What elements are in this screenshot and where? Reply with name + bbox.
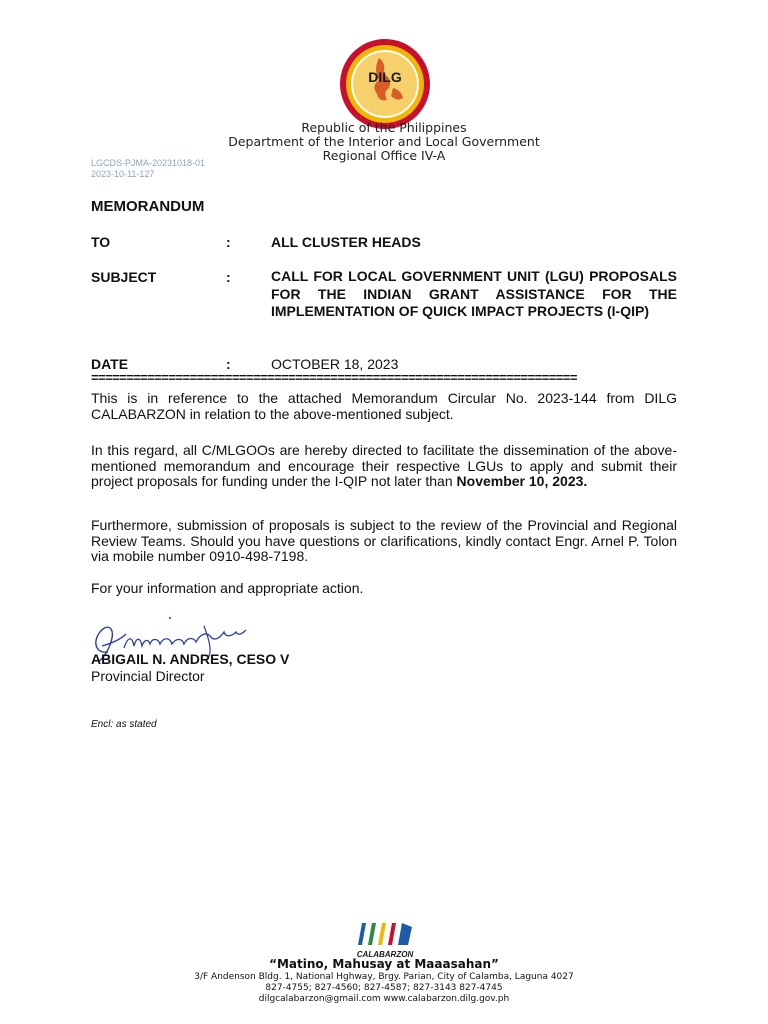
header-regional-office: Regional Office IV-A [322, 148, 446, 163]
subject-value: CALL FOR LOCAL GOVERNMENT UNIT (LGU) PROPOSALS FOR THE INDIAN GRANT ASSISTANCE FOR THE IMPLEMENTATION OF QUICK IMPACT PROJECTS (I-QIP) [271, 268, 677, 319]
separator-rule: ===================================================================== [91, 372, 577, 384]
to-label: TO [91, 234, 111, 250]
header-department: Department of the Interior and Local Government [228, 134, 540, 149]
footer-motto: “Matino, Mahusay at Maaasahan” [269, 957, 499, 971]
date-colon: : [226, 356, 231, 372]
subject-colon: : [226, 269, 231, 285]
dilg-logo-text: DILG [368, 69, 402, 85]
to-value: ALL CLUSTER HEADS [271, 234, 421, 250]
memo-title: MEMORANDUM [91, 198, 205, 215]
subject-label: SUBJECT [91, 269, 157, 285]
footer-contact: dilgcalabarzon@gmail.com www.calabarzon.dilg.gov.ph [258, 994, 510, 1004]
header-country: Republic of the Philippines [301, 120, 467, 135]
body-paragraph-reference: This is in reference to the attached Memorandum Circular No. 2023-144 from DILG CALABARZON in relation to the above-mentioned subject. [91, 390, 677, 422]
signatory-name: ABIGAIL N. ANDRES, CESO V [91, 651, 290, 667]
footer-address: 3/F Andenson Bldg. 1, National Hghway, Brgy. Parian, City of Calamba, Laguna 4027 [194, 972, 574, 982]
to-colon: : [226, 234, 231, 250]
body-paragraph-closing: For your information and appropriate action. [91, 580, 364, 596]
document-number: LGCDS-PJMA-20231018-01 [91, 158, 206, 168]
enclosure-note: Encl: as stated [91, 719, 157, 730]
directive-text: In this regard, all C/MLGOOs are hereby directed to facilitate the dissemination of the above-mentioned memorandum and encourage their respective LGUs to apply and submit their project proposals for funding under the I-QIP not later than [91, 442, 677, 489]
date-value: OCTOBER 18, 2023 [271, 356, 399, 372]
body-paragraph-directive [91, 443, 677, 490]
calabarzon-logo-text: CALABARZON [356, 950, 414, 959]
deadline-date: November 10, 2023. [456, 473, 588, 489]
signatory-title: Provincial Director [91, 668, 205, 684]
document-tracking-number: 2023-10-11-127 [91, 169, 155, 179]
calabarzon-logo [350, 915, 420, 960]
footer-phones: 827-4755; 827-4560; 827-4587; 827-3143 827-4745 [265, 983, 503, 993]
dilg-seal-logo [339, 38, 431, 130]
date-label: DATE [91, 356, 129, 372]
body-paragraph-contact: Furthermore, submission of proposals is subject to the review of the Provincial and Regional Review Teams. Should you have questions or clarifications, kindly contact Engr. Arnel P. Tolon via mobile number 0910-498-7198. [91, 517, 677, 564]
